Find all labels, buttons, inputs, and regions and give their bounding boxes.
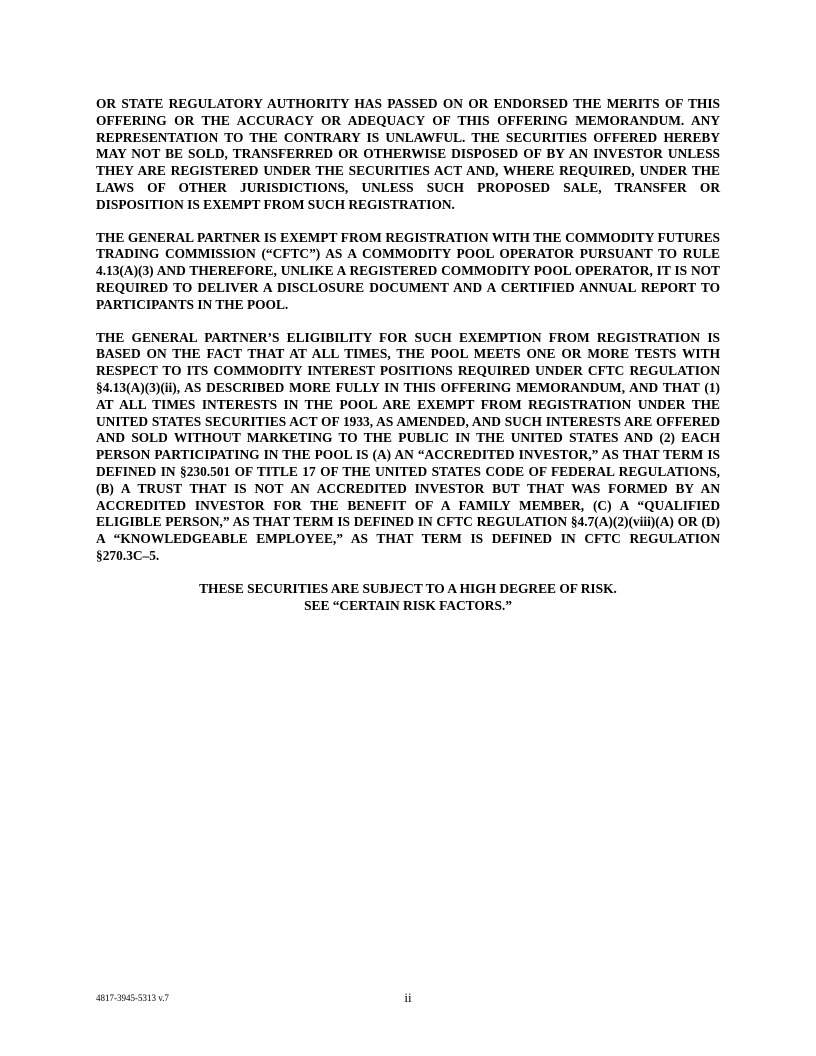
risk-notice	[96, 581, 720, 615]
risk-notice-line-1: THESE SECURITIES ARE SUBJECT TO A HIGH DEGREE OF RISK.	[199, 580, 617, 596]
paragraph-cftc-exemption: THE GENERAL PARTNER IS EXEMPT FROM REGISTRATION WITH THE COMMODITY FUTURES TRADING COMMISSION (“CFTC”) AS A COMMODITY POOL OPERATOR PURSUANT TO RULE 4.13(A)(3) AND THEREFORE, UNLIKE A REGISTERED COMMODITY POOL OPERATOR, IT IS NOT REQUIRED TO DELIVER A DISCLOSURE DOCUMENT AND A CERTIFIED ANNUAL REPORT TO PARTICIPANTS IN THE POOL.	[96, 229, 720, 312]
paragraph-eligibility: THE GENERAL PARTNER’S ELIGIBILITY FOR SUCH EXEMPTION FROM REGISTRATION IS BASED ON THE FACT THAT AT ALL TIMES, THE POOL MEETS ONE OR MORE TESTS WITH RESPECT TO ITS COMMODITY INTEREST POSITIONS REQUIRED UNDER CFTC REGULATION §4.13(A)(3)(ii), AS DESCRIBED MORE FULLY IN THIS OFFERING MEMORANDUM, AND THAT (1) AT ALL TIMES INTERESTS IN THE POOL ARE EXEMPT FROM REGISTRATION UNDER THE UNITED STATES SECURITIES ACT OF 1933, AS AMENDED, AND SUCH INTERESTS ARE OFFERED AND SOLD WITHOUT MARKETING TO THE PUBLIC IN THE UNITED STATES AND (2) EACH PERSON PARTICIPATING IN THE POOL IS (A) AN “ACCREDITED INVESTOR,” AS THAT TERM IS DEFINED IN §230.501 OF TITLE 17 OF THE UNITED STATES CODE OF FEDERAL REGULATIONS, (B) A TRUST THAT IS NOT AN ACCREDITED INVESTOR BUT THAT WAS FORMED BY AN ACCREDITED INVESTOR FOR THE BENEFIT OF A FAMILY MEMBER, (C) A “QUALIFIED ELIGIBLE PERSON,” AS THAT TERM IS DEFINED IN CFTC REGULATION §4.7(A)(2)(viii)(A) OR (D) A “KNOWLEDGEABLE EMPLOYEE,” AS THAT TERM IS DEFINED IN CFTC REGULATION §270.3C–5.	[96, 329, 720, 563]
risk-notice-line-2: SEE “CERTAIN RISK FACTORS.”	[304, 597, 512, 613]
paragraph-securities-disclaimer: OR STATE REGULATORY AUTHORITY HAS PASSED ON OR ENDORSED THE MERITS OF THIS OFFERING OR THE ACCURACY OR ADEQUACY OF THIS OFFERING MEMORANDUM. ANY REPRESENTATION TO THE CONTRARY IS UNLAWFUL. THE SECURITIES OFFERED HEREBY MAY NOT BE SOLD, TRANSFERRED OR OTHERWISE DISPOSED OF BY AN INVESTOR UNLESS THEY ARE REGISTERED UNDER THE SECURITIES ACT AND, WHERE REQUIRED, UNDER THE LAWS OF OTHER JURISDICTIONS, UNLESS SUCH PROPOSED SALE, TRANSFER OR DISPOSITION IS EXEMPT FROM SUCH REGISTRATION.	[96, 96, 720, 212]
document-body	[96, 96, 720, 614]
document-id: 4817-3945-5313 v.7	[96, 993, 169, 1003]
page-number: ii	[404, 990, 412, 1005]
